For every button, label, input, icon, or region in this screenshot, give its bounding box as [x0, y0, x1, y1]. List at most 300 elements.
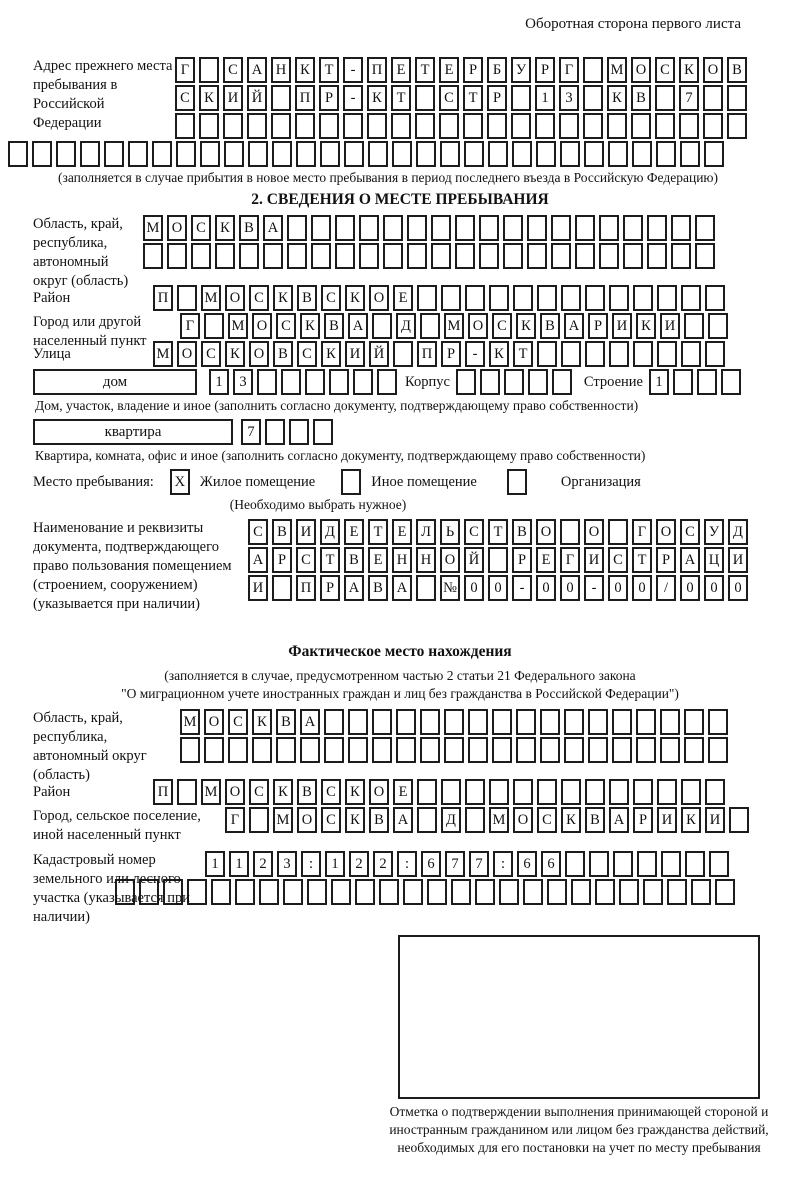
char-box: - [343, 85, 363, 111]
char-row [175, 113, 800, 139]
house-row [33, 369, 800, 395]
char-box [239, 243, 259, 269]
char-row [153, 285, 800, 311]
char-box [559, 113, 579, 139]
char-box [211, 879, 231, 905]
char-box [313, 419, 333, 445]
char-box [465, 285, 485, 311]
char-box [684, 737, 704, 763]
char-box [319, 113, 339, 139]
char-box [660, 737, 680, 763]
char-box: Т [320, 547, 340, 573]
char-box [561, 779, 581, 805]
char-box [271, 85, 291, 111]
char-box: И [345, 341, 365, 367]
char-box: 0 [728, 575, 748, 601]
char-box: С [296, 547, 316, 573]
char-box: К [300, 313, 320, 339]
char-box [228, 737, 248, 763]
char-box [427, 879, 447, 905]
char-box: Р [441, 341, 461, 367]
char-box: А [300, 709, 320, 735]
char-box: 1 [209, 369, 229, 395]
char-box: К [681, 807, 701, 833]
char-box: К [295, 57, 315, 83]
char-box: О [369, 285, 389, 311]
char-box [715, 879, 735, 905]
char-box [631, 113, 651, 139]
char-box [355, 879, 375, 905]
char-box [681, 341, 701, 367]
char-box [311, 243, 331, 269]
char-box [359, 215, 379, 241]
char-box [271, 113, 291, 139]
char-box: О [167, 215, 187, 241]
char-box [697, 369, 717, 395]
char-box [633, 341, 653, 367]
char-box [420, 737, 440, 763]
char-box: С [655, 57, 675, 83]
char-box [348, 737, 368, 763]
char-box: 0 [608, 575, 628, 601]
char-box [417, 807, 437, 833]
char-box [248, 141, 268, 167]
char-box: К [367, 85, 387, 111]
char-box [684, 313, 704, 339]
char-box [705, 285, 725, 311]
char-box [296, 141, 316, 167]
char-box: Р [512, 547, 532, 573]
char-box: У [704, 519, 724, 545]
char-box: К [252, 709, 272, 735]
char-box: К [679, 57, 699, 83]
char-box [468, 709, 488, 735]
char-box: Е [344, 519, 364, 545]
char-box: Д [441, 807, 461, 833]
char-box [561, 285, 581, 311]
actual-location-subtitle-1: (заполняется в случае, предусмотренном частью 2 статьи 21 Федерального закона [164, 668, 636, 683]
cadastral-field [33, 851, 800, 923]
char-box: К [607, 85, 627, 111]
char-row [248, 575, 800, 601]
char-box: К [345, 779, 365, 805]
char-box [287, 243, 307, 269]
char-row [205, 851, 800, 877]
char-box [372, 709, 392, 735]
char-row [115, 879, 800, 905]
actual-city-field [33, 807, 800, 843]
char-box: В [273, 341, 293, 367]
char-box [504, 369, 524, 395]
char-box: А [393, 807, 413, 833]
char-box: В [297, 285, 317, 311]
char-box [607, 113, 627, 139]
house-label-box: дом [33, 369, 197, 395]
char-box [608, 141, 628, 167]
char-box [685, 851, 705, 877]
street-label: Улица [33, 346, 71, 362]
char-box [673, 369, 693, 395]
char-box [643, 879, 663, 905]
stay-type-note: (Необходимо выбрать нужное) [229, 497, 407, 512]
char-box [441, 285, 461, 311]
char-box [632, 141, 652, 167]
char-box: С [321, 779, 341, 805]
char-box: Р [535, 57, 555, 83]
char-box: К [561, 807, 581, 833]
char-box [516, 709, 536, 735]
char-box [523, 879, 543, 905]
char-box: И [223, 85, 243, 111]
char-box: С [321, 807, 341, 833]
char-box [383, 215, 403, 241]
char-box [391, 113, 411, 139]
option-label-zhiloe: Жилое помещение [199, 473, 316, 490]
char-box [681, 779, 701, 805]
char-box: К [215, 215, 235, 241]
char-box [561, 341, 581, 367]
char-box [708, 313, 728, 339]
char-box: К [273, 285, 293, 311]
char-box: А [680, 547, 700, 573]
char-box: Е [536, 547, 556, 573]
char-box [372, 737, 392, 763]
char-box [307, 879, 327, 905]
char-box: Р [487, 85, 507, 111]
char-box: Г [180, 313, 200, 339]
char-box [180, 737, 200, 763]
actual-district-rows [153, 779, 800, 805]
char-box [451, 879, 471, 905]
char-box [599, 243, 619, 269]
char-box: О [204, 709, 224, 735]
char-box [468, 737, 488, 763]
char-box: 0 [704, 575, 724, 601]
char-box [609, 341, 629, 367]
char-box: С [276, 313, 296, 339]
char-box [215, 243, 235, 269]
char-box [331, 879, 351, 905]
char-box [671, 243, 691, 269]
char-box [705, 779, 725, 805]
char-box [377, 369, 397, 395]
option-label-inoe: Иное помещение [371, 473, 477, 490]
char-box: К [636, 313, 656, 339]
char-box: И [728, 547, 748, 573]
char-box [565, 851, 585, 877]
char-box [479, 243, 499, 269]
char-box [583, 57, 603, 83]
char-box [684, 709, 704, 735]
char-box [727, 113, 747, 139]
char-box: 1 [649, 369, 669, 395]
char-row [175, 85, 800, 111]
char-box: С [321, 285, 341, 311]
char-box: Е [393, 779, 413, 805]
region-field [33, 215, 800, 289]
char-box [335, 243, 355, 269]
char-box [252, 737, 272, 763]
prev-address-overflow-row [8, 141, 800, 167]
char-box [420, 709, 440, 735]
char-box: Й [464, 547, 484, 573]
char-box: П [367, 57, 387, 83]
char-box: 0 [632, 575, 652, 601]
actual-location-subtitle-2: "О миграционном учете иностранных граждан и лиц без гражданства в Российской Федерации") [121, 686, 679, 701]
char-box [729, 807, 749, 833]
char-box [32, 141, 52, 167]
char-box: А [247, 57, 267, 83]
char-box [612, 737, 632, 763]
char-box: И [584, 547, 604, 573]
char-box: : [301, 851, 321, 877]
char-box [695, 215, 715, 241]
char-box [609, 285, 629, 311]
char-box [667, 879, 687, 905]
char-box [167, 243, 187, 269]
char-box: В [727, 57, 747, 83]
char-box: 3 [559, 85, 579, 111]
char-box: К [516, 313, 536, 339]
char-box: Й [369, 341, 389, 367]
char-box: - [584, 575, 604, 601]
char-box [295, 113, 315, 139]
char-box [511, 113, 531, 139]
char-box: Р [588, 313, 608, 339]
char-box [647, 215, 667, 241]
char-box [528, 369, 548, 395]
char-box: В [276, 709, 296, 735]
char-box: В [272, 519, 292, 545]
char-box [287, 215, 307, 241]
char-box: А [348, 313, 368, 339]
char-box: В [540, 313, 560, 339]
prev-address-caption: (заполняется в случае прибытия в новое место пребывания в период последнего въезда в Российскую Федерацию) [57, 170, 719, 185]
char-box [455, 243, 475, 269]
char-box: И [296, 519, 316, 545]
char-box: В [512, 519, 532, 545]
district-label: Район [33, 290, 71, 306]
char-box: В [368, 575, 388, 601]
actual-district-field [33, 779, 800, 807]
district-rows [153, 285, 800, 311]
char-box [420, 313, 440, 339]
char-box: О [584, 519, 604, 545]
char-box [80, 141, 100, 167]
char-box [348, 709, 368, 735]
char-box: 0 [464, 575, 484, 601]
char-box [465, 779, 485, 805]
char-row [180, 313, 800, 339]
char-box [609, 779, 629, 805]
char-box [503, 215, 523, 241]
char-box: О [249, 341, 269, 367]
prev-address-label: Адрес прежнего места пребывания в Российской Федерации [33, 58, 173, 131]
char-box: А [248, 547, 268, 573]
char-box: О [468, 313, 488, 339]
char-box: Т [632, 547, 652, 573]
char-box: М [180, 709, 200, 735]
char-box [575, 215, 595, 241]
city-rows [180, 313, 800, 339]
city-field [33, 313, 800, 349]
char-box: А [344, 575, 364, 601]
char-box: К [489, 341, 509, 367]
document-label: Наименование и реквизиты документа, подтверждающего право пользования помещением (строением, сооружением) (указывается при наличии) [33, 520, 232, 612]
char-box: И [660, 313, 680, 339]
char-box [660, 709, 680, 735]
actual-city-label: Город, сельское поселение, иной населенный пункт [33, 808, 201, 843]
char-box: 1 [229, 851, 249, 877]
char-box: В [344, 547, 364, 573]
char-box [588, 709, 608, 735]
char-box [479, 215, 499, 241]
char-box [708, 709, 728, 735]
char-box [417, 779, 437, 805]
char-box [416, 575, 436, 601]
char-box: О [440, 547, 460, 573]
char-box: О [369, 779, 389, 805]
char-box [372, 313, 392, 339]
char-box [456, 369, 476, 395]
char-box: М [143, 215, 163, 241]
char-box [204, 313, 224, 339]
char-box: Т [391, 85, 411, 111]
char-box: Н [271, 57, 291, 83]
char-box [8, 141, 28, 167]
char-box: 6 [421, 851, 441, 877]
document-rows [248, 519, 800, 601]
char-box: С [191, 215, 211, 241]
char-row [153, 779, 800, 805]
char-box [344, 141, 364, 167]
char-box: Т [368, 519, 388, 545]
char-row [248, 547, 800, 573]
char-box [224, 141, 244, 167]
section2-title: 2. СВЕДЕНИЯ О МЕСТЕ ПРЕБЫВАНИЯ [251, 191, 549, 208]
char-box [681, 285, 701, 311]
char-box [492, 709, 512, 735]
checkbox-zhiloe-pomeschenie: X [170, 469, 190, 495]
char-box: М [444, 313, 464, 339]
char-box: И [657, 807, 677, 833]
apartment-label-box: квартира [33, 419, 233, 445]
char-box: - [465, 341, 485, 367]
char-box [289, 419, 309, 445]
char-box: Б [487, 57, 507, 83]
char-box: Т [513, 341, 533, 367]
char-box [595, 879, 615, 905]
char-box [708, 737, 728, 763]
char-row [153, 341, 800, 367]
char-box: Д [728, 519, 748, 545]
korpus-cells [456, 369, 572, 395]
char-box: 0 [560, 575, 580, 601]
char-box [588, 737, 608, 763]
stroenie-cells [649, 369, 741, 395]
char-box: 3 [233, 369, 253, 395]
char-box: С [439, 85, 459, 111]
char-box [128, 141, 148, 167]
char-box: К [199, 85, 219, 111]
char-box: Р [633, 807, 653, 833]
char-box: В [324, 313, 344, 339]
char-box: О [631, 57, 651, 83]
char-box: 2 [349, 851, 369, 877]
checkbox-organizatsiya [507, 469, 527, 495]
char-box [440, 141, 460, 167]
char-box: Т [463, 85, 483, 111]
char-box [704, 141, 724, 167]
char-box [571, 879, 591, 905]
char-box [464, 141, 484, 167]
char-box: А [609, 807, 629, 833]
char-box [613, 851, 633, 877]
char-box [465, 807, 485, 833]
char-box: 0 [536, 575, 556, 601]
char-box [407, 215, 427, 241]
house-number-cells [209, 369, 397, 395]
char-box: О [536, 519, 556, 545]
char-box [480, 369, 500, 395]
char-box [463, 113, 483, 139]
char-box: С [223, 57, 243, 83]
char-box [560, 519, 580, 545]
char-box: Е [392, 519, 412, 545]
char-box: К [345, 807, 365, 833]
char-box [527, 243, 547, 269]
char-box: О [177, 341, 197, 367]
char-box [143, 243, 163, 269]
char-box [56, 141, 76, 167]
char-box [527, 215, 547, 241]
char-box: М [153, 341, 173, 367]
char-box [536, 141, 556, 167]
char-box [551, 215, 571, 241]
char-row [175, 57, 800, 83]
char-box [516, 737, 536, 763]
char-box: Ц [704, 547, 724, 573]
char-box [655, 113, 675, 139]
char-box [585, 285, 605, 311]
apartment-caption: Квартира, комната, офис и иное (заполнить согласно документу, подтверждающему право собственности) [35, 448, 646, 463]
char-box: К [321, 341, 341, 367]
char-box [537, 285, 557, 311]
char-box: О [252, 313, 272, 339]
actual-region-field [33, 709, 800, 783]
char-box [636, 737, 656, 763]
city-label: Город или другой населенный пункт [33, 314, 147, 349]
char-box [393, 341, 413, 367]
char-box [503, 243, 523, 269]
char-box [396, 709, 416, 735]
char-box [177, 285, 197, 311]
char-box [247, 113, 267, 139]
char-box [329, 369, 349, 395]
char-box [705, 341, 725, 367]
char-box: - [512, 575, 532, 601]
char-box [223, 113, 243, 139]
char-box [324, 737, 344, 763]
char-box [415, 85, 435, 111]
char-box: В [239, 215, 259, 241]
char-box: 1 [325, 851, 345, 877]
char-box [585, 341, 605, 367]
char-box [657, 779, 677, 805]
char-box [695, 243, 715, 269]
stroenie-label: Строение [583, 373, 643, 390]
char-box: Г [559, 57, 579, 83]
